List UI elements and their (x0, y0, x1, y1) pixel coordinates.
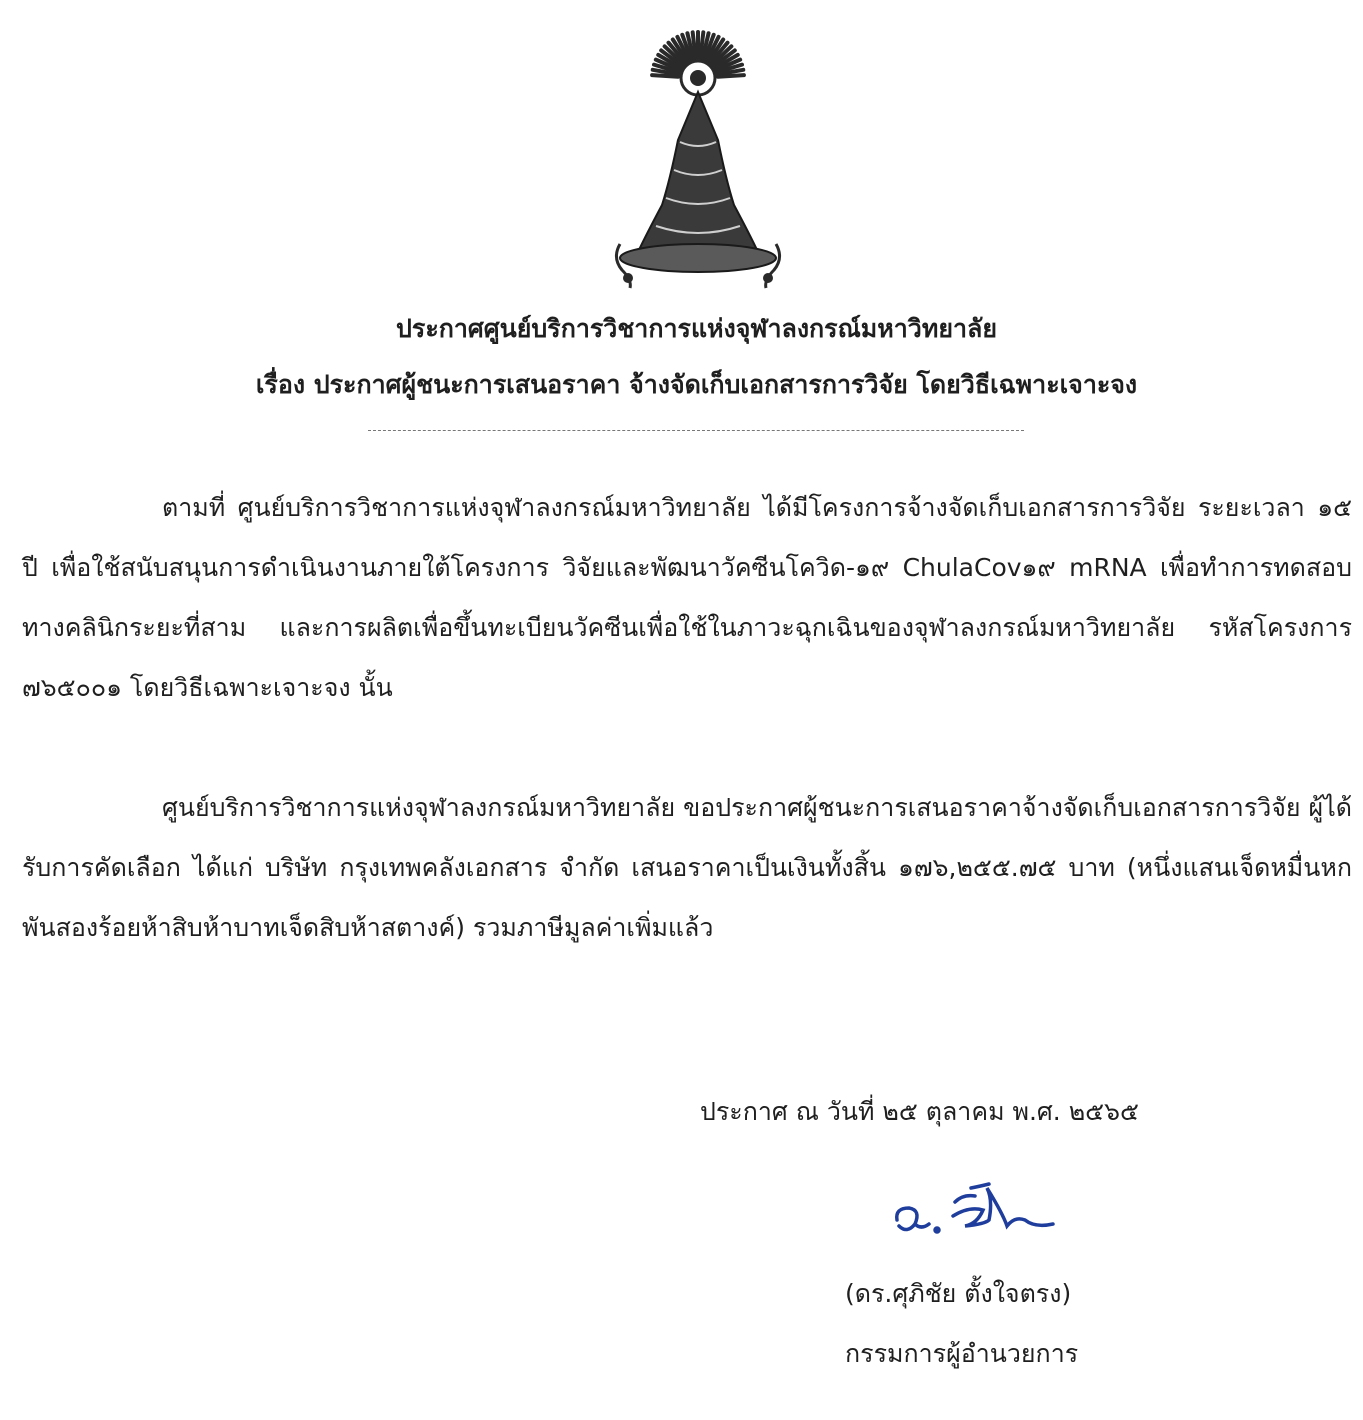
announcement-title: ประกาศศูนย์บริการวิชาการแห่งจุฬาลงกรณ์มหาวิทยาลัย (396, 314, 997, 343)
signer-name: (ดร.ศุภิชัย ตั้งใจตรง) (845, 1279, 1072, 1308)
signature-icon (885, 1180, 1065, 1250)
dashed-divider (368, 430, 1024, 431)
university-emblem-logo (608, 30, 788, 292)
announcement-subject: เรื่อง ประกาศผู้ชนะการเสนอราคา จ้างจัดเก็บเอกสารการวิจัย โดยวิธีเฉพาะเจาะจง (255, 370, 1138, 399)
announcement-date: ประกาศ ณ วันที่ ๒๕ ตุลาคม พ.ศ. ๒๕๖๕ (700, 1097, 1139, 1126)
body-paragraph-1: ตามที่ ศูนย์บริการวิชาการแห่งจุฬาลงกรณ์มหาวิทยาลัย ได้มีโครงการจ้างจัดเก็บเอกสารการวิจัย ระยะเวลา ๑๕ ปี เพื่อใช้สนับสนุนการดำเนินงานภายใต้โครงการ วิจัยและพัฒนาวัคซีนโควิด-๑๙ ChulaCov๑๙ mRNA เพื่อทำการทดสอบทางคลินิกระยะที่สาม และการผลิตเพื่อขึ้นทะเบียนวัคซีนเพื่อใช้ในภาวะฉุกเฉินของจุฬาลงกรณ์มหาวิทยาลัย รหัสโครงการ ๗๖๕๐๐๑ โดยวิธีเฉพาะเจาะจง นั้น (22, 493, 1352, 702)
body-paragraph-2: ศูนย์บริการวิชาการแห่งจุฬาลงกรณ์มหาวิทยาลัย ขอประกาศผู้ชนะการเสนอราคาจ้างจัดเก็บเอกสารการวิจัย ผู้ได้รับการคัดเลือก ได้แก่ บริษัท กรุงเทพคลังเอกสาร จำกัด เสนอราคาเป็นเงินทั้งสิ้น ๑๗๖,๒๕๕.๗๕ บาท (หนึ่งแสนเจ็ดหมื่นหกพันสองร้อยห้าสิบห้าบาทเจ็ดสิบห้าสตางค์) รวมภาษีมูลค่าเพิ่มแล้ว (22, 793, 1352, 942)
signer-position: กรรมการผู้อำนวยการ (845, 1339, 1079, 1368)
